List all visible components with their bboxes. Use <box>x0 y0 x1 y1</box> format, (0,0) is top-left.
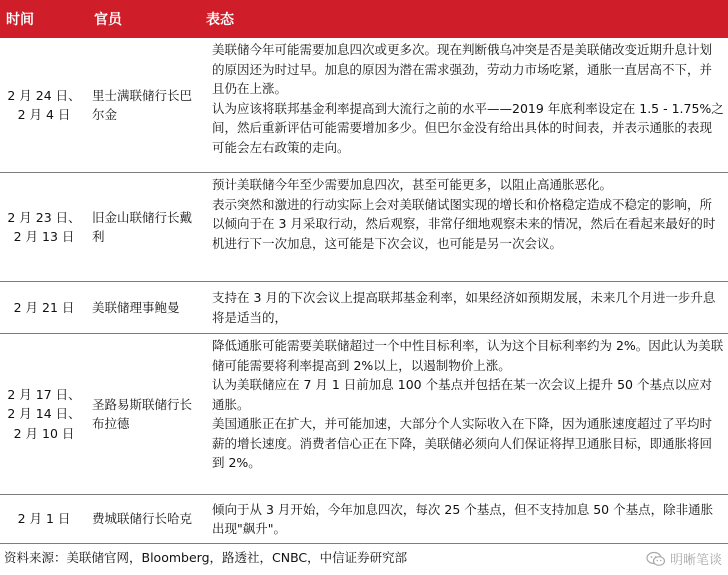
table-row <box>0 173 728 282</box>
table-header-row <box>0 0 728 38</box>
statement-paragraph: 表示突然和激进的行动实际上会对美联储试图实现的增长和价格稳定造成不稳定的影响，所以倾向于在 3 月采取行动，然后观察，非常仔细地观察未来的情况，然后在看起来最好的时机进行下一次加息，这可能是下次会议，也可能是另一次会议。 <box>212 196 716 251</box>
header-statement: 表态 <box>200 0 728 38</box>
statement-paragraph: 认为美联储应在 7 月 1 日前加息 100 个基点并包括在某一次会议上提升 50 个基点以应对通胀。 <box>212 377 712 412</box>
statement-paragraph: 美联储今年可能需要加息四次或更多次。现在判断俄乌冲突是否是美联储改变近期升息计划的原因还为时过早。加息的原因为潜在需求强劲，劳动力市场吃紧，通胀一直居高不下，并且仍在上涨。 <box>212 42 713 96</box>
statement-paragraph: 支持在 3 月的下次会议上提高联邦基金利率，如果经济如预期发展，未来几个月进一步升息将是适当的， <box>212 290 716 325</box>
watermark-text: 明晰笔谈 <box>669 553 722 568</box>
header-official: 官员 <box>88 0 200 38</box>
row-time: 2 月 24 日、2 月 4 日 <box>0 38 88 173</box>
row-statement <box>200 334 728 495</box>
source-note: 资料来源：美联储官网，Bloomberg，路透社，CNBC，中信证券研究部 <box>4 550 408 565</box>
statement-paragraph: 美国通胀正在扩大，并可能加速，大部分个人实际收入在下降，因为通胀速度超过了平均时薪的增长速度。消费者信心正在下降，美联储必须向人们保证将捍卫通胀目标，即通胀将回到 2%。 <box>212 416 713 470</box>
statement-paragraph: 预计美联储今年至少需要加息四次，甚至可能更多，以阻止高通胀恶化。 <box>212 177 613 192</box>
table-row <box>0 38 728 173</box>
row-time: 2 月 1 日 <box>0 495 88 544</box>
table-row <box>0 495 728 544</box>
wechat-icon <box>646 551 666 567</box>
row-time: 2 月 23 日、2 月 13 日 <box>0 173 88 282</box>
statement-paragraph: 降低通胀可能需要美联储超过一个中性目标利率，认为这个目标利率约为 2%。因此认为美联储可能需要将利率提高到 2%以上，以遏制物价上涨。 <box>212 338 724 373</box>
row-statement <box>200 282 728 334</box>
table-row <box>0 334 728 495</box>
row-time: 2 月 21 日 <box>0 282 88 334</box>
row-official: 美联储理事鲍曼 <box>88 282 200 334</box>
row-statement <box>200 38 728 173</box>
statement-paragraph: 倾向于从 3 月开始，今年加息四次，每次 25 个基点，但不支持加息 50 个基点，除非通胀出现"飙升"。 <box>212 501 714 536</box>
row-official: 圣路易斯联储行长布拉德 <box>88 334 200 495</box>
row-statement <box>200 495 728 544</box>
row-official: 费城联储行长哈克 <box>88 495 200 544</box>
row-official: 里士满联储行长巴尔金 <box>88 38 200 173</box>
row-statement <box>200 173 728 282</box>
statement-paragraph: 认为应该将联邦基金利率提高到大流行之前的水平——2019 年底利率设定在 1.5 - 1.75%之间，然后重新评估可能需要增加多少。但巴尔金没有给出具体的时间表，并表示通胀的表现可能会左右政策的走向。 <box>212 100 724 155</box>
row-time: 2 月 17 日、2 月 14 日、2 月 10 日 <box>0 334 88 495</box>
row-official: 旧金山联储行长戴利 <box>88 173 200 282</box>
table-row <box>0 282 728 334</box>
watermark <box>646 549 722 568</box>
header-time: 时间 <box>0 0 88 38</box>
